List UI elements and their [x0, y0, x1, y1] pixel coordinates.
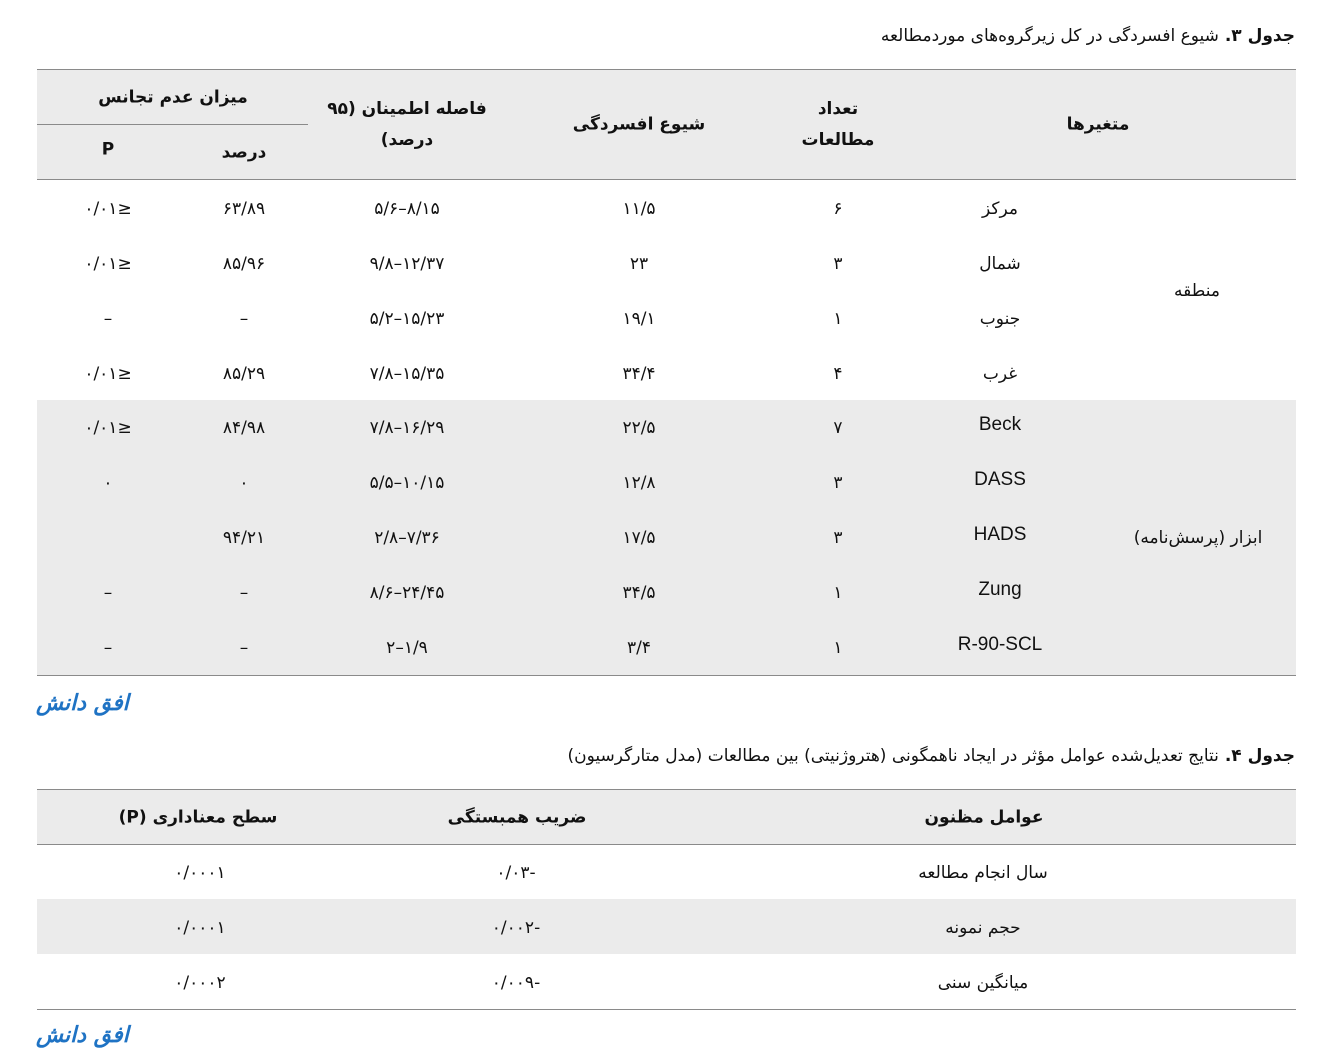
heterogeneity-subrule — [37, 124, 308, 125]
header-variables: متغیرها — [1066, 114, 1130, 135]
row-ci: ۱۵/۲۳–۵/۲ — [369, 309, 445, 329]
row-percent: ۶۳/۸۹ — [222, 199, 266, 219]
group-label-instrument: ابزار (پرسش‌نامه) — [1133, 528, 1263, 548]
row-p: – — [103, 638, 113, 658]
table4-stripe-band — [37, 899, 1296, 954]
row-p: – — [103, 309, 113, 329]
row-name: مرکز — [982, 199, 1018, 219]
row-coefficient: -۰/۰۳ — [496, 863, 536, 883]
header-coefficient: ضریب همبستگی — [447, 807, 587, 828]
row-name: HADS — [973, 524, 1027, 545]
table3-caption-text: شیوع افسردگی در کل زیرگروه‌های موردمطالعه — [880, 26, 1219, 46]
table3-top-rule — [37, 69, 1296, 70]
table3-header-rule — [37, 179, 1296, 180]
table4 — [37, 789, 1296, 1010]
table3-bottom-rule — [37, 675, 1296, 676]
row-name: غرب — [982, 364, 1018, 384]
row-ci: ۱۲/۳۷–۹/۸ — [369, 254, 445, 274]
group-label-region: منطقه — [1174, 281, 1220, 301]
row-p: ۰/۰۰۰۱ — [174, 863, 226, 883]
row-name: جنوب — [979, 309, 1021, 329]
row-factor: حجم نمونه — [945, 918, 1021, 938]
row-n: ۱ — [833, 638, 843, 658]
publisher-logo: افق دانش — [36, 690, 129, 716]
row-prevalence: ۱۷/۵ — [622, 528, 656, 548]
row-coefficient: -۰/۰۰۲ — [491, 918, 541, 938]
row-percent: ۹۴/۲۱ — [222, 528, 266, 548]
row-ci: ۲۴/۴۵–۸/۶ — [369, 583, 445, 603]
row-name: R-90-SCL — [957, 634, 1043, 655]
row-ci: ۱۵/۳۵–۷/۸ — [369, 364, 445, 384]
row-prevalence: ۱۹/۱ — [622, 309, 656, 329]
row-factor: میانگین سنی — [937, 973, 1029, 993]
row-n: ۳ — [833, 254, 843, 274]
row-percent: ۰ — [239, 473, 249, 493]
row-p: ≤۰/۰۱ — [84, 199, 132, 219]
row-n: ۱ — [833, 309, 843, 329]
row-p: ≤۰/۰۱ — [84, 254, 132, 274]
row-coefficient: -۰/۰۰۹ — [491, 973, 541, 993]
row-name: Zung — [978, 579, 1022, 600]
header-factors: عوامل مظنون — [924, 807, 1044, 828]
table3-caption-label: جدول ۳. — [1224, 26, 1295, 46]
table3 — [37, 69, 1296, 676]
row-percent: ۸۵/۹۶ — [222, 254, 266, 274]
row-prevalence: ۲۲/۵ — [622, 418, 656, 438]
table4-caption-text: نتایج تعدیل‌شده عوامل مؤثر در ایجاد ناهمگونی (هتروژنیتی) بین مطالعات (مدل متارگرسیون) — [567, 746, 1219, 766]
row-ci: ۷/۳۶–۲/۸ — [374, 528, 440, 548]
table4-caption — [568, 746, 1295, 766]
row-ci: ۱۶/۲۹–۷/۸ — [369, 418, 445, 438]
row-prevalence: ۳/۴ — [627, 638, 651, 658]
row-p: ≤۰/۰۱ — [84, 364, 132, 384]
row-ci: ۸/۱۵–۵/۶ — [374, 199, 440, 219]
table4-caption-label: جدول ۴. — [1224, 746, 1295, 766]
row-name: Beck — [978, 414, 1022, 435]
row-p: ۰/۰۰۰۲ — [174, 973, 226, 993]
header-heterogeneity: میزان عدم تجانس — [98, 87, 248, 108]
row-p: ۰ — [103, 473, 113, 493]
row-prevalence: ۱۱/۵ — [622, 199, 656, 219]
row-name: شمال — [979, 254, 1021, 274]
header-p: P — [101, 139, 115, 160]
row-prevalence: ۳۴/۵ — [622, 583, 656, 603]
row-prevalence: ۳۴/۴ — [622, 364, 656, 384]
row-n: ۶ — [833, 199, 843, 219]
row-percent: – — [239, 583, 249, 603]
row-percent: – — [239, 309, 249, 329]
row-prevalence: ۱۲/۸ — [622, 473, 656, 493]
table4-bottom-rule — [37, 1009, 1296, 1010]
table4-top-rule — [37, 789, 1296, 790]
row-ci: ۱۰/۱۵–۵/۵ — [369, 473, 445, 493]
row-p: ≤۰/۰۱ — [84, 418, 132, 438]
row-percent: ۸۴/۹۸ — [222, 418, 266, 438]
row-p: – — [103, 583, 113, 603]
row-n: ۴ — [833, 364, 843, 384]
row-percent: ۸۵/۲۹ — [222, 364, 266, 384]
row-n: ۱ — [833, 583, 843, 603]
row-name: DASS — [974, 469, 1026, 490]
table3-caption — [881, 26, 1295, 46]
row-n: ۳ — [833, 473, 843, 493]
row-prevalence: ۲۳ — [629, 254, 649, 274]
publisher-logo: افق دانش — [36, 1022, 129, 1048]
header-num-studies: تعداد مطالعات — [801, 99, 875, 150]
row-ci: ۱/۹–۲ — [386, 638, 428, 658]
header-confidence-interval: فاصله اطمینان (۹۵ درصد) — [327, 99, 487, 150]
row-n: ۳ — [833, 528, 843, 548]
table4-header-rule — [37, 844, 1296, 845]
row-n: ۷ — [833, 418, 843, 438]
row-percent: – — [239, 638, 249, 658]
row-p: ۰/۰۰۰۱ — [174, 918, 226, 938]
header-percent: درصد — [221, 142, 267, 163]
header-prevalence: شیوع افسردگی — [572, 114, 706, 135]
row-factor: سال انجام مطالعه — [918, 863, 1048, 883]
header-significance: سطح معناداری (P) — [118, 807, 278, 828]
